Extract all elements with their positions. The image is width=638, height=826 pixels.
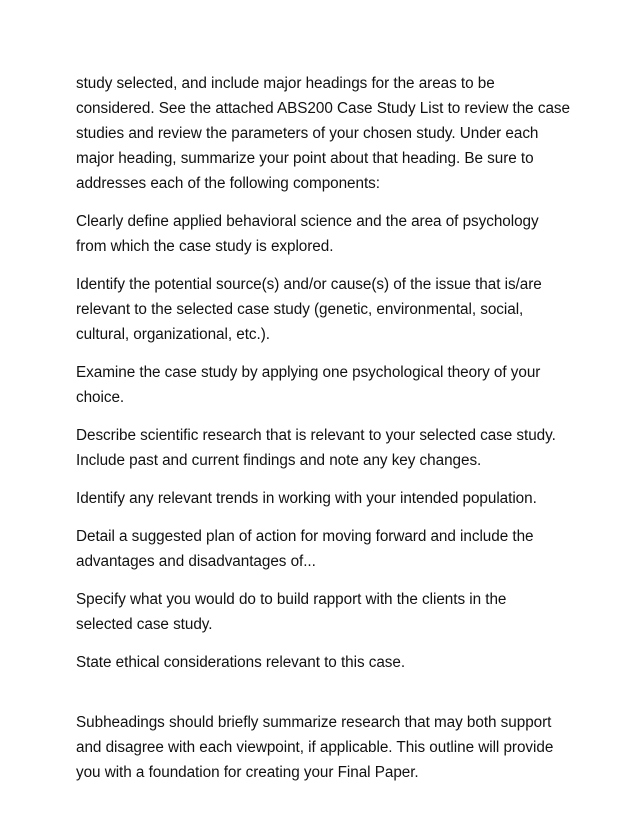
text-line: from which the case study is explored. — [76, 238, 334, 255]
component-plan-of-action-paragraph — [76, 524, 576, 574]
component-ethics-paragraph — [76, 650, 576, 675]
component-examine-paragraph — [76, 360, 576, 410]
text-line: Detail a suggested plan of action for moving forward and include the — [76, 528, 534, 545]
text-line: choice. — [76, 389, 125, 406]
text-line: considered. See the attached ABS200 Case Study List to review the case — [76, 100, 570, 117]
component-rapport-paragraph — [76, 587, 576, 637]
text-line: relevant to the selected case study (genetic, environmental, social, — [76, 301, 524, 318]
text-line: Include past and current findings and note any key changes. — [76, 452, 482, 469]
document-page — [76, 71, 576, 798]
blank-line — [76, 688, 576, 710]
text-line: study selected, and include major headings for the areas to be — [76, 75, 495, 92]
text-line: Identify the potential source(s) and/or cause(s) of the issue that is/are — [76, 276, 542, 293]
text-line: cultural, organizational, etc.). — [76, 326, 270, 343]
text-line: Examine the case study by applying one psychological theory of your — [76, 364, 541, 381]
text-line: addresses each of the following components: — [76, 175, 380, 192]
text-line: advantages and disadvantages of... — [76, 553, 316, 570]
text-line: Clearly define applied behavioral science and the area of psychology — [76, 213, 539, 230]
component-define-paragraph — [76, 209, 576, 259]
text-line: Describe scientific research that is relevant to your selected case study. — [76, 427, 556, 444]
text-line: and disagree with each viewpoint, if applicable. This outline will provide — [76, 739, 554, 756]
text-line: State ethical considerations relevant to this case. — [76, 654, 406, 671]
subheadings-paragraph — [76, 710, 576, 785]
text-line: selected case study. — [76, 616, 213, 633]
text-line: Subheadings should briefly summarize research that may both support — [76, 714, 552, 731]
text-line: Identify any relevant trends in working with your intended population. — [76, 490, 537, 507]
intro-paragraph — [76, 71, 576, 196]
component-identify-trends-paragraph — [76, 486, 576, 511]
component-identify-source-paragraph — [76, 272, 576, 347]
component-describe-research-paragraph — [76, 423, 576, 473]
text-line: major heading, summarize your point about that heading. Be sure to — [76, 150, 534, 167]
text-line: studies and review the parameters of your chosen study. Under each — [76, 125, 539, 142]
text-line: you with a foundation for creating your Final Paper. — [76, 764, 419, 781]
text-line: Specify what you would do to build rapport with the clients in the — [76, 591, 507, 608]
